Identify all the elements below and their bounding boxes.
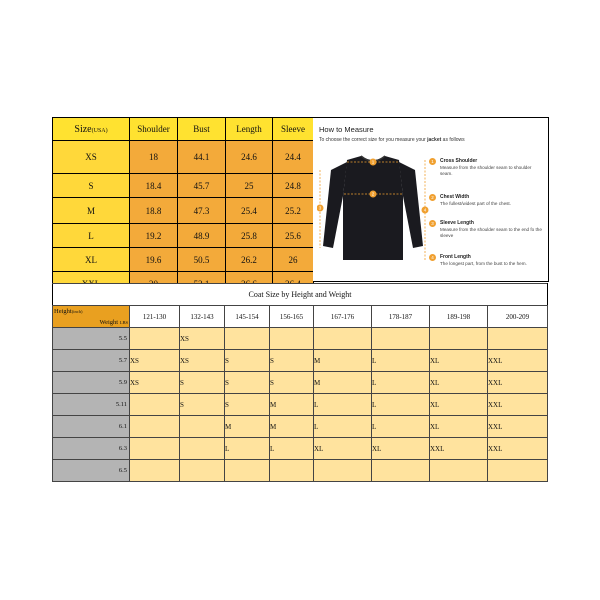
coat-size-cell: S xyxy=(225,350,270,372)
coat-size-cell: L xyxy=(372,416,430,438)
height-cell: 6.5 xyxy=(53,460,130,482)
height-cell: 5.11 xyxy=(53,394,130,416)
coat-size-cell: M xyxy=(270,416,314,438)
coat-size-cell xyxy=(130,460,180,482)
item-number: 1 xyxy=(429,158,436,165)
item-name: Chest Width xyxy=(440,194,470,200)
measure-title: How to Measure xyxy=(319,125,374,134)
height-weight-corner xyxy=(53,306,130,328)
marker-4-label: 4 xyxy=(423,207,427,213)
coat-size-cell: XXL xyxy=(488,350,548,372)
coat-size-cell: XL xyxy=(430,372,488,394)
coat-size-row xyxy=(53,416,548,438)
weight-header: 189-198 xyxy=(430,306,488,328)
weight-header: 200-209 xyxy=(488,306,548,328)
shoulder-cell: 18.4 xyxy=(130,174,178,198)
item-desc: Measure from the shoulder seam to shoulder seam. xyxy=(440,165,532,176)
size-row xyxy=(53,198,314,224)
shoulder-cell: 18.8 xyxy=(130,198,178,224)
shoulder-cell: 19.6 xyxy=(130,248,178,272)
size-cell: M xyxy=(53,198,130,224)
sleeve-cell: 25.6 xyxy=(273,224,314,248)
bust-cell: 48.9 xyxy=(178,224,226,248)
weight-header: 145-154 xyxy=(225,306,270,328)
coat-size-cell: XS xyxy=(130,372,180,394)
coat-size-cell xyxy=(430,328,488,350)
coat-size-table xyxy=(52,283,548,482)
coat-size-cell xyxy=(488,328,548,350)
coat-size-cell: L xyxy=(225,438,270,460)
coat-size-row xyxy=(53,460,548,482)
item-desc: The longest part, from the bust to the hem. xyxy=(440,261,527,266)
height-label: Height(inch) xyxy=(54,308,83,315)
length-cell: 24.6 xyxy=(226,141,273,174)
coat-size-cell xyxy=(372,460,430,482)
size-cell: L xyxy=(53,224,130,248)
coat-size-cell: XXL xyxy=(488,438,548,460)
height-cell: 5.5 xyxy=(53,328,130,350)
coat-size-cell: S xyxy=(180,394,225,416)
how-to-measure-panel xyxy=(313,117,549,282)
length-cell: 26.2 xyxy=(226,248,273,272)
coat-size-cell xyxy=(225,328,270,350)
coat-size-cell xyxy=(225,460,270,482)
weight-header: 167-176 xyxy=(314,306,372,328)
sleeve-header: Sleeve xyxy=(273,118,314,141)
item-number: 4 xyxy=(429,254,436,261)
coat-table-caption: Coat Size by Height and Weight xyxy=(53,284,548,306)
coat-table-caption-row xyxy=(53,284,548,306)
coat-size-cell xyxy=(270,460,314,482)
weight-header-row xyxy=(53,306,548,328)
coat-size-cell xyxy=(180,460,225,482)
coat-size-cell: L xyxy=(314,416,372,438)
coat-size-cell: XL xyxy=(430,416,488,438)
coat-size-cell: M xyxy=(270,394,314,416)
coat-size-cell: L xyxy=(372,372,430,394)
coat-size-cell: L xyxy=(372,350,430,372)
marker-3-label: 3 xyxy=(318,205,322,211)
measure-subtitle: To choose the correct size for you measure your jacket as follows xyxy=(319,137,465,143)
coat-size-cell: S xyxy=(270,372,314,394)
coat-size-cell: S xyxy=(270,350,314,372)
coat-size-cell: XXL xyxy=(488,394,548,416)
coat-size-cell xyxy=(180,438,225,460)
coat-size-cell xyxy=(488,460,548,482)
bust-cell: 50.5 xyxy=(178,248,226,272)
marker-1-label: 1 xyxy=(371,159,375,165)
size-row xyxy=(53,141,314,174)
coat-size-row xyxy=(53,350,548,372)
coat-size-cell: S xyxy=(225,394,270,416)
coat-size-cell: S xyxy=(180,372,225,394)
length-cell: 25 xyxy=(226,174,273,198)
coat-size-cell xyxy=(130,394,180,416)
coat-size-row xyxy=(53,328,548,350)
coat-size-cell: XS xyxy=(130,350,180,372)
shoulder-cell: 19.2 xyxy=(130,224,178,248)
coat-size-cell: M xyxy=(314,372,372,394)
coat-size-row xyxy=(53,372,548,394)
height-cell: 6.1 xyxy=(53,416,130,438)
size-chart-header-row xyxy=(53,118,314,141)
size-chart-table xyxy=(52,117,314,296)
coat-size-cell: L xyxy=(314,394,372,416)
coat-size-row xyxy=(53,394,548,416)
coat-size-cell xyxy=(372,328,430,350)
coat-size-cell: XXL xyxy=(488,416,548,438)
item-desc: Measure from the shoulder seam to the end fo the sleeve xyxy=(440,227,542,238)
coat-size-cell xyxy=(270,328,314,350)
coat-size-cell: XL xyxy=(314,438,372,460)
item-number: 3 xyxy=(429,220,436,227)
weight-header: 132-143 xyxy=(180,306,225,328)
size-cell: XL xyxy=(53,248,130,272)
coat-size-row xyxy=(53,438,548,460)
size-row xyxy=(53,224,314,248)
height-cell: 6.3 xyxy=(53,438,130,460)
coat-size-cell xyxy=(130,416,180,438)
item-name: Sleeve Length xyxy=(440,220,474,226)
item-desc: The fullest/widest part of the chest. xyxy=(440,201,511,206)
coat-size-cell: M xyxy=(225,416,270,438)
coat-size-cell xyxy=(430,460,488,482)
sleeve-cell: 25.2 xyxy=(273,198,314,224)
item-name: Cross Shoulder xyxy=(440,158,478,164)
coat-size-cell: XL xyxy=(372,438,430,460)
coat-size-cell: XS xyxy=(180,350,225,372)
size-cell: XS xyxy=(53,141,130,174)
coat-size-cell: L xyxy=(270,438,314,460)
height-cell: 5.9 xyxy=(53,372,130,394)
shoulder-header: Shoulder xyxy=(130,118,178,141)
item-number: 2 xyxy=(429,194,436,201)
length-cell: 25.4 xyxy=(226,198,273,224)
coat-size-cell xyxy=(130,328,180,350)
size-header: Size(USA) xyxy=(53,118,130,141)
length-cell: 25.8 xyxy=(226,224,273,248)
coat-size-cell: XL xyxy=(430,394,488,416)
sleeve-cell: 26 xyxy=(273,248,314,272)
coat-size-cell: XS xyxy=(180,328,225,350)
weight-header: 156-165 xyxy=(270,306,314,328)
coat-size-cell xyxy=(130,438,180,460)
size-cell: S xyxy=(53,174,130,198)
sleeve-cell: 24.4 xyxy=(273,141,314,174)
shoulder-cell: 18 xyxy=(130,141,178,174)
coat-size-cell: M xyxy=(314,350,372,372)
item-name: Front Length xyxy=(440,254,471,260)
marker-2-label: 2 xyxy=(371,191,375,197)
bust-header: Bust xyxy=(178,118,226,141)
coat-size-cell: S xyxy=(225,372,270,394)
coat-size-cell: XXL xyxy=(488,372,548,394)
bust-cell: 44.1 xyxy=(178,141,226,174)
size-row xyxy=(53,174,314,198)
coat-size-cell: XL xyxy=(430,350,488,372)
coat-size-cell xyxy=(314,460,372,482)
bust-cell: 47.3 xyxy=(178,198,226,224)
coat-size-cell: XXL xyxy=(430,438,488,460)
coat-size-cell: L xyxy=(372,394,430,416)
height-cell: 5.7 xyxy=(53,350,130,372)
bust-cell: 45.7 xyxy=(178,174,226,198)
weight-label: Weight LBS xyxy=(99,319,128,326)
sleeve-cell: 24.8 xyxy=(273,174,314,198)
coat-size-cell xyxy=(180,416,225,438)
coat-size-cell xyxy=(314,328,372,350)
size-row xyxy=(53,248,314,272)
weight-header: 178-187 xyxy=(372,306,430,328)
jacket-illustration xyxy=(317,148,429,278)
length-header: Length xyxy=(226,118,273,141)
weight-header: 121-130 xyxy=(130,306,180,328)
